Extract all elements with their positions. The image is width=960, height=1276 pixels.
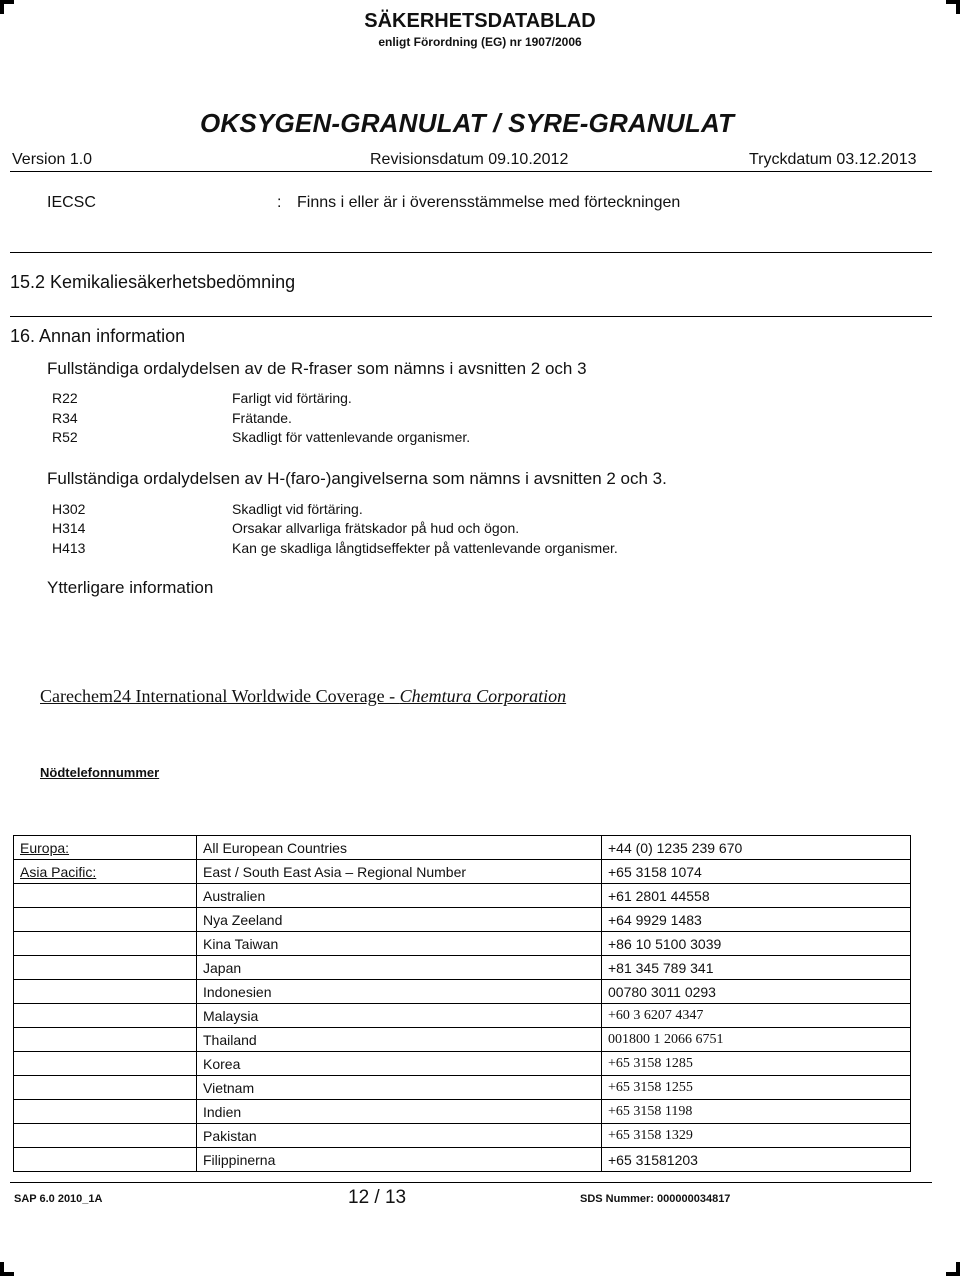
h-phrase-code: H314 bbox=[52, 520, 86, 536]
contact-region bbox=[14, 908, 197, 932]
contact-row bbox=[14, 884, 911, 908]
regulation-subtitle: enligt Förordning (EG) nr 1907/2006 bbox=[378, 35, 582, 49]
contact-area: Vietnam bbox=[197, 1076, 602, 1100]
contact-phone: 00780 3011 0293 bbox=[602, 980, 911, 1004]
contact-phone: +86 10 5100 3039 bbox=[602, 932, 911, 956]
r-phrase-text: Skadligt för vattenlevande organismer. bbox=[232, 429, 471, 445]
footer-divider bbox=[10, 1182, 932, 1183]
contact-row bbox=[14, 1076, 911, 1100]
header-divider bbox=[10, 171, 932, 172]
h-phrase-code: H413 bbox=[52, 540, 86, 556]
contact-row bbox=[14, 860, 911, 884]
contact-phone: +64 9929 1483 bbox=[602, 908, 911, 932]
contact-region bbox=[14, 956, 197, 980]
section-divider bbox=[10, 316, 932, 317]
contact-row bbox=[14, 980, 911, 1004]
r-phrases-heading: Fullständiga ordalydelsen av de R-fraser som nämns i avsnitten 2 och 3 bbox=[47, 359, 587, 378]
iecsc-separator: : bbox=[277, 194, 282, 211]
contact-region bbox=[14, 1076, 197, 1100]
contact-phone: +65 3158 1198 bbox=[602, 1100, 911, 1124]
contact-area: Kina Taiwan bbox=[197, 932, 602, 956]
product-name: OKSYGEN-GRANULAT / SYRE-GRANULAT bbox=[200, 108, 735, 138]
h-phrase-code: H302 bbox=[52, 501, 86, 517]
contact-area: Japan bbox=[197, 956, 602, 980]
document-title: SÄKERHETSDATABLAD bbox=[364, 10, 596, 32]
contact-region bbox=[14, 884, 197, 908]
contact-area: Indien bbox=[197, 1100, 602, 1124]
contact-phone: +60 3 6207 4347 bbox=[602, 1004, 911, 1028]
h-phrase-text: Orsakar allvarliga frätskador på hud och ögon. bbox=[232, 520, 520, 536]
contact-area: Australien bbox=[197, 884, 602, 908]
r-phrase-text: Frätande. bbox=[232, 410, 292, 426]
contact-area: Indonesien bbox=[197, 980, 602, 1004]
iecsc-label: IECSC bbox=[47, 194, 96, 211]
emergency-phone-heading: Nödtelefonnummer bbox=[40, 765, 160, 780]
corner-mark-bottom-left-h bbox=[0, 1272, 14, 1276]
sap-version: SAP 6.0 2010_1A bbox=[14, 1193, 103, 1205]
corner-mark-top-left-h bbox=[0, 0, 14, 4]
h-phrase-text: Kan ge skadliga långtidseffekter på vattenlevande organismer. bbox=[232, 540, 618, 556]
contact-region bbox=[14, 1004, 197, 1028]
iecsc-value: Finns i eller är i överensstämmelse med förteckningen bbox=[297, 194, 681, 211]
contact-area: Thailand bbox=[197, 1028, 602, 1052]
contact-row bbox=[14, 1124, 911, 1148]
emergency-contacts-table bbox=[13, 835, 911, 1172]
coverage-title-plain: Carechem24 International Worldwide Coverage - bbox=[40, 686, 400, 706]
coverage-title bbox=[40, 686, 566, 707]
contact-area: All European Countries bbox=[197, 836, 602, 860]
contact-region bbox=[14, 1124, 197, 1148]
corner-mark-bottom-right-h bbox=[946, 1272, 960, 1276]
contact-phone: +65 3158 1329 bbox=[602, 1124, 911, 1148]
corner-mark-top-right-h bbox=[946, 0, 960, 4]
coverage-title-company: Chemtura Corporation bbox=[399, 686, 567, 706]
r-phrase-text: Farligt vid förtäring. bbox=[232, 390, 352, 406]
contact-region bbox=[14, 1028, 197, 1052]
further-info-heading: Ytterligare information bbox=[47, 578, 214, 597]
contact-region bbox=[14, 1100, 197, 1124]
contact-region bbox=[14, 1148, 197, 1172]
r-phrase-code: R52 bbox=[52, 429, 78, 445]
contact-phone: +65 31581203 bbox=[602, 1148, 911, 1172]
contact-row bbox=[14, 1148, 911, 1172]
version-label: Version 1.0 bbox=[12, 151, 93, 168]
contact-region: Asia Pacific: bbox=[14, 860, 197, 884]
contact-row bbox=[14, 932, 911, 956]
contact-phone: +61 2801 44558 bbox=[602, 884, 911, 908]
contact-phone: +65 3158 1255 bbox=[602, 1076, 911, 1100]
contact-row bbox=[14, 1052, 911, 1076]
section-16-title: 16. Annan information bbox=[10, 326, 186, 346]
contact-row bbox=[14, 956, 911, 980]
contacts-body bbox=[14, 836, 911, 1172]
contact-region bbox=[14, 1052, 197, 1076]
contact-row bbox=[14, 1004, 911, 1028]
contact-region bbox=[14, 980, 197, 1004]
h-phrase-text: Skadligt vid förtäring. bbox=[232, 501, 363, 517]
contact-region: Europa: bbox=[14, 836, 197, 860]
contact-area: Filippinerna bbox=[197, 1148, 602, 1172]
contact-area: East / South East Asia – Regional Number bbox=[197, 860, 602, 884]
contact-area: Pakistan bbox=[197, 1124, 602, 1148]
contact-phone: +44 (0) 1235 239 670 bbox=[602, 836, 911, 860]
section-15-2-title: 15.2 Kemikaliesäkerhetsbedömning bbox=[10, 272, 296, 292]
contact-region bbox=[14, 932, 197, 956]
section-divider bbox=[10, 252, 932, 253]
contact-phone: 001800 1 2066 6751 bbox=[602, 1028, 911, 1052]
contact-row bbox=[14, 836, 911, 860]
r-phrase-code: R34 bbox=[52, 410, 78, 426]
r-phrase-code: R22 bbox=[52, 390, 78, 406]
contact-row bbox=[14, 908, 911, 932]
contact-area: Nya Zeeland bbox=[197, 908, 602, 932]
sds-number: SDS Nummer: 000000034817 bbox=[580, 1193, 731, 1205]
contact-phone: +65 3158 1285 bbox=[602, 1052, 911, 1076]
page-number: 12 / 13 bbox=[348, 1187, 407, 1208]
contact-phone: +65 3158 1074 bbox=[602, 860, 911, 884]
print-date: Tryckdatum 03.12.2013 bbox=[749, 151, 917, 168]
contact-row bbox=[14, 1028, 911, 1052]
h-phrases-heading: Fullständiga ordalydelsen av H-(faro-)angivelserna som nämns i avsnitten 2 och 3. bbox=[47, 469, 667, 488]
contact-area: Malaysia bbox=[197, 1004, 602, 1028]
contact-phone: +81 345 789 341 bbox=[602, 956, 911, 980]
revision-date: Revisionsdatum 09.10.2012 bbox=[370, 151, 569, 168]
contact-row bbox=[14, 1100, 911, 1124]
contact-area: Korea bbox=[197, 1052, 602, 1076]
